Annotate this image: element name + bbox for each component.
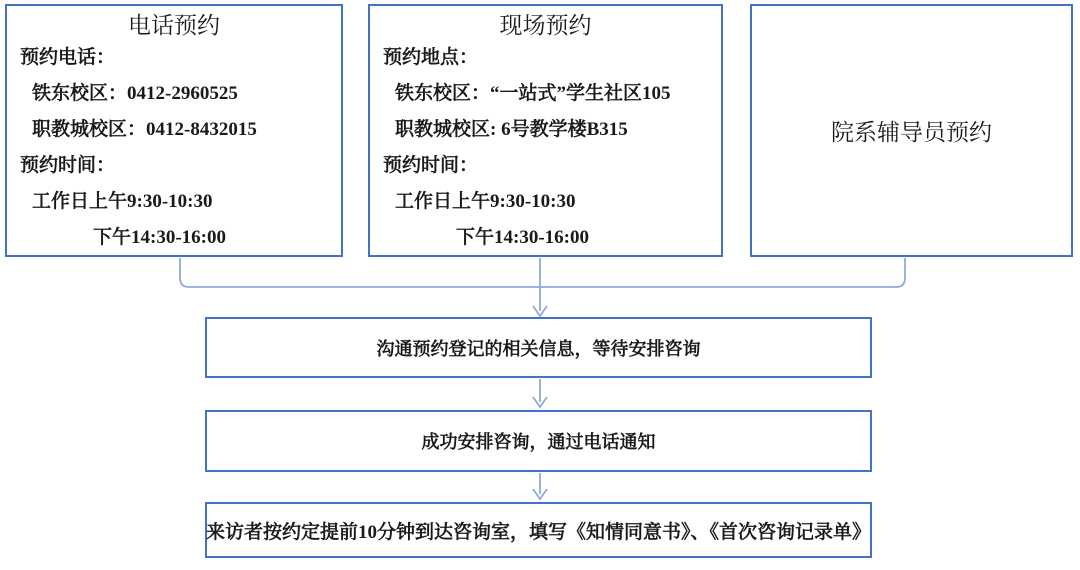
onsite-line-tiedong-place: 铁东校区：“一站式”学生社区105 xyxy=(395,83,671,104)
phone-line-morning-time: 工作日上午9:30-10:30 xyxy=(32,191,213,212)
flow-step-3-label: 来访者按约定提前10分钟到达咨询室，填写《知情同意书》、《首次咨询记录单》 xyxy=(206,521,872,543)
flow-step-2-label: 成功安排咨询，通过电话通知 xyxy=(421,432,656,452)
flow-step-3 xyxy=(205,502,872,558)
flow-step-1-label: 沟通预约登记的相关信息，等待安排咨询 xyxy=(376,338,701,359)
phone-line-label-phone: 预约电话： xyxy=(20,47,116,68)
merge-bracket xyxy=(180,258,905,287)
phone-line-afternoon-time: 下午14:30-16:00 xyxy=(93,227,226,248)
onsite-box-title: 现场预约 xyxy=(499,12,592,38)
phone-line-label-time: 预约时间： xyxy=(20,155,116,176)
phone-appointment-box xyxy=(5,4,343,257)
arrowhead-icon xyxy=(533,489,547,499)
arrowhead-icon xyxy=(533,397,547,407)
counselor-appointment-box xyxy=(750,4,1073,257)
flow-step-2 xyxy=(205,410,872,472)
counselor-box-title: 院系辅导员预约 xyxy=(831,119,992,145)
onsite-line-zhijiaocheng-place: 职教城校区: 6号教学楼B315 xyxy=(395,119,628,140)
onsite-line-morning-time: 工作日上午9:30-10:30 xyxy=(395,191,576,212)
phone-line-zhijiaocheng-number: 职教城校区：0412-8432015 xyxy=(32,119,257,140)
onsite-line-label-time: 预约时间： xyxy=(383,155,479,176)
arrowhead-icon xyxy=(533,306,547,316)
flow-step-1 xyxy=(205,317,872,378)
onsite-appointment-box xyxy=(368,4,723,257)
phone-box-title: 电话预约 xyxy=(128,12,220,38)
onsite-line-afternoon-time: 下午14:30-16:00 xyxy=(456,227,589,248)
phone-line-tiedong-number: 铁东校区：0412-2960525 xyxy=(32,83,238,104)
onsite-line-label-place: 预约地点： xyxy=(383,47,479,68)
